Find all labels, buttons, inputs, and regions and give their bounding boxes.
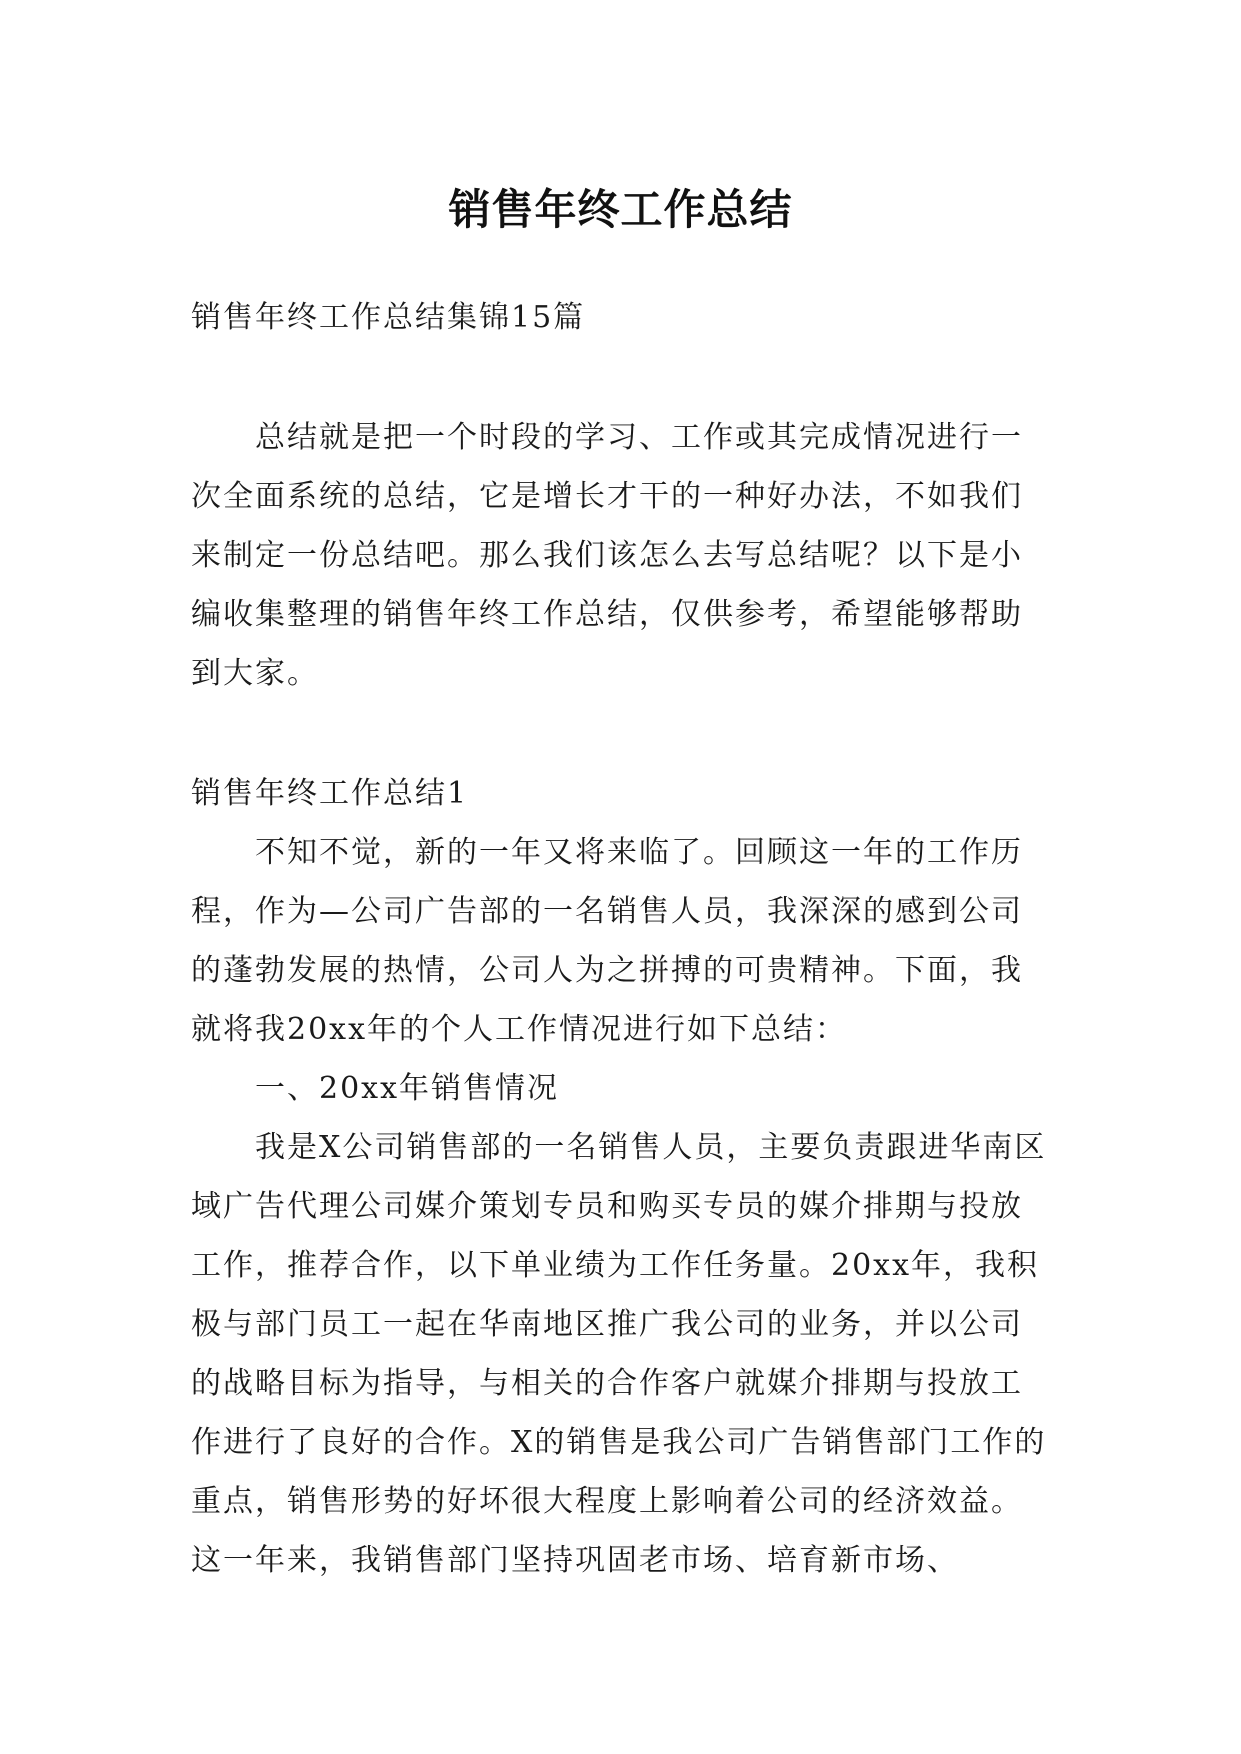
intro-paragraph: 总结就是把一个时段的学习、工作或其完成情况进行一次全面系统的总结，它是增长才干的一种好办法，不如我们来制定一份总结吧。那么我们该怎么去写总结呢？以下是小编收集整理的销售年终工作总结，仅供参考，希望能够帮助到大家。 [191,420,1023,691]
document-title: 销售年终工作总结 [448,185,793,235]
section-subheading: 一、20xx年销售情况 [255,1071,560,1106]
document-subtitle: 销售年终工作总结集锦15篇 [191,300,586,335]
body-paragraph: 我是X公司销售部的一名销售人员，主要负责跟进华南区域广告代理公司媒介策划专员和购买专员的媒介排期与投放工作，推荐合作，以下单业绩为工作任务量。20xx年，我积极与部门员工一起在华南地区推广我公司的业务，并以公司的战略目标为指导，与相关的合作客户就媒介排期与投放工作进行了良好的合作。X的销售是我公司广告销售部门工作的重点，销售形势的好坏很大程度上影响着公司的经济效益。这一年来，我销售部门坚持巩固老市场、培育新市场、 [191,1130,1047,1578]
document-body [191,288,1051,1590]
body-paragraph: 不知不觉，新的一年又将来临了。回顾这一年的工作历程，作为—公司广告部的一名销售人员，我深深的感到公司的蓬勃发展的热情，公司人为之拼搏的可贵精神。下面，我就将我20xx年的个人工作情况进行如下总结： [191,835,1023,1047]
section-heading: 销售年终工作总结1 [191,776,469,811]
